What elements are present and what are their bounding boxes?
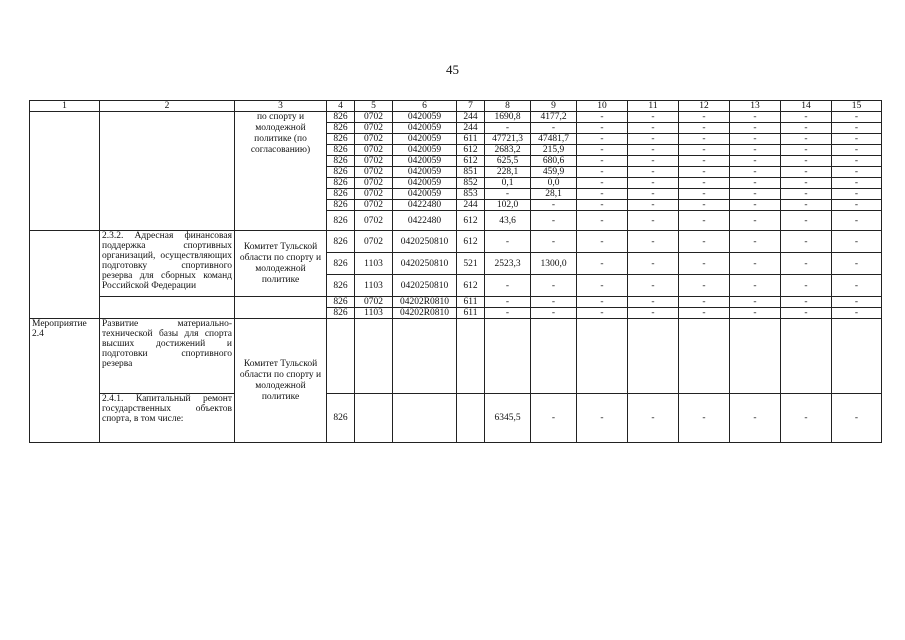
value-cell: - xyxy=(679,167,730,178)
column-header: 4 xyxy=(327,101,355,112)
value-cell: - xyxy=(730,112,781,123)
value-cell: 215,9 xyxy=(531,145,577,156)
value-cell: 0420059 xyxy=(393,178,457,189)
value-cell: 611 xyxy=(457,134,485,145)
value-cell: - xyxy=(531,394,577,443)
value-cell: 0422480 xyxy=(393,200,457,211)
value-cell: - xyxy=(781,394,832,443)
value-cell: - xyxy=(832,394,882,443)
value-cell: - xyxy=(628,145,679,156)
value-cell: - xyxy=(628,156,679,167)
value-cell: - xyxy=(730,145,781,156)
value-cell: 43,6 xyxy=(485,211,531,231)
value-cell: - xyxy=(577,189,628,200)
value-cell xyxy=(457,319,485,394)
value-cell: - xyxy=(730,253,781,275)
value-cell: 0420250810 xyxy=(393,275,457,297)
value-cell: - xyxy=(577,231,628,253)
value-cell: 0420059 xyxy=(393,134,457,145)
value-cell xyxy=(485,319,531,394)
value-cell: - xyxy=(730,308,781,319)
value-cell: 0702 xyxy=(355,200,393,211)
budget-table xyxy=(29,100,882,443)
value-cell: 0422480 xyxy=(393,211,457,231)
value-cell xyxy=(730,319,781,394)
value-cell: - xyxy=(531,297,577,308)
value-cell: - xyxy=(832,275,882,297)
value-cell: - xyxy=(628,231,679,253)
responsible-org: Комитет Тульской области по спорту и молодежной политике xyxy=(235,231,327,297)
value-cell: 228,1 xyxy=(485,167,531,178)
value-cell: 47481,7 xyxy=(531,134,577,145)
value-cell: 826 xyxy=(327,145,355,156)
value-cell: - xyxy=(577,112,628,123)
value-cell: 853 xyxy=(457,189,485,200)
value-cell: 0420059 xyxy=(393,112,457,123)
table-row xyxy=(30,319,882,394)
value-cell: - xyxy=(832,178,882,189)
column-header: 2 xyxy=(100,101,235,112)
value-cell: 0702 xyxy=(355,231,393,253)
value-cell: - xyxy=(781,275,832,297)
value-cell: - xyxy=(781,200,832,211)
value-cell: - xyxy=(730,189,781,200)
value-cell: 612 xyxy=(457,211,485,231)
value-cell: 0420250810 xyxy=(393,231,457,253)
value-cell: - xyxy=(628,297,679,308)
value-cell: 1103 xyxy=(355,253,393,275)
value-cell: 6345,5 xyxy=(485,394,531,443)
value-cell: 244 xyxy=(457,123,485,134)
value-cell: 0702 xyxy=(355,211,393,231)
value-cell: - xyxy=(628,189,679,200)
value-cell: - xyxy=(781,297,832,308)
value-cell: 0420059 xyxy=(393,156,457,167)
table-row xyxy=(30,112,882,123)
value-cell: - xyxy=(730,211,781,231)
value-cell: 0702 xyxy=(355,167,393,178)
value-cell: - xyxy=(679,200,730,211)
column-header: 10 xyxy=(577,101,628,112)
value-cell xyxy=(531,319,577,394)
value-cell: 1690,8 xyxy=(485,112,531,123)
value-cell: - xyxy=(679,123,730,134)
value-cell xyxy=(457,394,485,443)
column-header: 7 xyxy=(457,101,485,112)
value-cell: - xyxy=(628,112,679,123)
value-cell: - xyxy=(628,167,679,178)
value-cell: 826 xyxy=(327,134,355,145)
value-cell: - xyxy=(485,297,531,308)
value-cell: 28,1 xyxy=(531,189,577,200)
value-cell: 826 xyxy=(327,112,355,123)
value-cell xyxy=(393,394,457,443)
value-cell: 826 xyxy=(327,394,355,443)
value-cell: - xyxy=(577,297,628,308)
value-cell: 0702 xyxy=(355,134,393,145)
value-cell: - xyxy=(577,156,628,167)
value-cell: - xyxy=(628,200,679,211)
value-cell: 612 xyxy=(457,156,485,167)
value-cell: 826 xyxy=(327,156,355,167)
value-cell: 826 xyxy=(327,211,355,231)
value-cell: 1103 xyxy=(355,308,393,319)
value-cell: - xyxy=(832,231,882,253)
value-cell: - xyxy=(832,134,882,145)
column-header: 12 xyxy=(679,101,730,112)
column-header: 13 xyxy=(730,101,781,112)
value-cell: 0420059 xyxy=(393,167,457,178)
value-cell: - xyxy=(628,275,679,297)
value-cell: - xyxy=(679,297,730,308)
event-label-cell xyxy=(30,112,100,231)
value-cell: - xyxy=(730,134,781,145)
table-row xyxy=(30,101,882,112)
value-cell: - xyxy=(577,178,628,189)
value-cell: 826 xyxy=(327,275,355,297)
value-cell: 611 xyxy=(457,297,485,308)
column-header: 3 xyxy=(235,101,327,112)
table-row xyxy=(30,297,882,308)
column-header: 1 xyxy=(30,101,100,112)
value-cell: - xyxy=(730,200,781,211)
value-cell: 826 xyxy=(327,123,355,134)
value-cell: - xyxy=(730,275,781,297)
value-cell: - xyxy=(832,211,882,231)
value-cell: - xyxy=(485,123,531,134)
value-cell: - xyxy=(628,308,679,319)
value-cell xyxy=(832,319,882,394)
value-cell: - xyxy=(577,275,628,297)
event-label: Мероприятие 2.4 xyxy=(30,319,100,443)
value-cell: - xyxy=(832,112,882,123)
value-cell: 680,6 xyxy=(531,156,577,167)
value-cell: 0702 xyxy=(355,156,393,167)
value-cell: - xyxy=(628,178,679,189)
value-cell: - xyxy=(628,211,679,231)
value-cell xyxy=(393,319,457,394)
value-cell: - xyxy=(628,123,679,134)
value-cell: 612 xyxy=(457,275,485,297)
value-cell: - xyxy=(485,275,531,297)
value-cell: 0702 xyxy=(355,145,393,156)
value-cell: - xyxy=(485,189,531,200)
value-cell: - xyxy=(832,308,882,319)
value-cell: - xyxy=(577,211,628,231)
value-cell: - xyxy=(832,167,882,178)
column-header: 11 xyxy=(628,101,679,112)
value-cell: - xyxy=(679,112,730,123)
value-cell: - xyxy=(531,211,577,231)
value-cell: - xyxy=(781,145,832,156)
value-cell: - xyxy=(679,308,730,319)
value-cell: 2683,2 xyxy=(485,145,531,156)
value-cell xyxy=(327,319,355,394)
value-cell: - xyxy=(730,178,781,189)
value-cell: - xyxy=(679,189,730,200)
value-cell: - xyxy=(531,308,577,319)
value-cell: - xyxy=(577,200,628,211)
value-cell: - xyxy=(832,123,882,134)
column-header: 9 xyxy=(531,101,577,112)
value-cell: - xyxy=(485,308,531,319)
value-cell: 826 xyxy=(327,200,355,211)
value-cell: 826 xyxy=(327,167,355,178)
value-cell: - xyxy=(781,112,832,123)
value-cell: 0702 xyxy=(355,178,393,189)
event-title-cell xyxy=(100,297,235,319)
value-cell: - xyxy=(679,145,730,156)
value-cell: 2523,3 xyxy=(485,253,531,275)
column-header: 6 xyxy=(393,101,457,112)
value-cell: 826 xyxy=(327,231,355,253)
value-cell: 4177,2 xyxy=(531,112,577,123)
value-cell: - xyxy=(832,200,882,211)
value-cell: - xyxy=(832,189,882,200)
value-cell: - xyxy=(628,253,679,275)
responsible-org: Комитет Тульской области по спорту и молодежной политике xyxy=(235,319,327,443)
value-cell: - xyxy=(628,394,679,443)
value-cell: - xyxy=(577,145,628,156)
value-cell: - xyxy=(628,134,679,145)
value-cell: 1300,0 xyxy=(531,253,577,275)
value-cell xyxy=(355,319,393,394)
value-cell: 0420059 xyxy=(393,123,457,134)
value-cell: - xyxy=(781,211,832,231)
value-cell: - xyxy=(577,253,628,275)
value-cell xyxy=(781,319,832,394)
value-cell: - xyxy=(781,167,832,178)
value-cell: - xyxy=(485,231,531,253)
value-cell: 04202R0810 xyxy=(393,308,457,319)
responsible-org: по спорту и молодежной политике (по согласованию) xyxy=(235,112,327,231)
value-cell: 459,9 xyxy=(531,167,577,178)
value-cell: - xyxy=(679,134,730,145)
value-cell: - xyxy=(730,231,781,253)
value-cell: - xyxy=(832,156,882,167)
value-cell: 0420059 xyxy=(393,145,457,156)
value-cell: - xyxy=(577,134,628,145)
value-cell: 102,0 xyxy=(485,200,531,211)
value-cell: 826 xyxy=(327,189,355,200)
value-cell: 0,0 xyxy=(531,178,577,189)
value-cell: 0420250810 xyxy=(393,253,457,275)
value-cell: - xyxy=(679,394,730,443)
column-header: 8 xyxy=(485,101,531,112)
value-cell: 04202R0810 xyxy=(393,297,457,308)
value-cell: - xyxy=(577,167,628,178)
value-cell: - xyxy=(730,297,781,308)
value-cell: - xyxy=(679,178,730,189)
value-cell: 0420059 xyxy=(393,189,457,200)
value-cell: - xyxy=(531,275,577,297)
value-cell xyxy=(577,319,628,394)
value-cell: - xyxy=(531,231,577,253)
value-cell: - xyxy=(531,123,577,134)
value-cell: 611 xyxy=(457,308,485,319)
value-cell: 625,5 xyxy=(485,156,531,167)
value-cell: - xyxy=(577,394,628,443)
value-cell: - xyxy=(781,156,832,167)
value-cell: - xyxy=(781,134,832,145)
value-cell: 851 xyxy=(457,167,485,178)
value-cell: 0702 xyxy=(355,297,393,308)
value-cell: - xyxy=(679,156,730,167)
value-cell: - xyxy=(781,123,832,134)
value-cell: 521 xyxy=(457,253,485,275)
event-title: 2.3.2. Адресная финансовая поддержка спортивных организаций, осуществляющих подготовку спортивного резерва для сборных команд Российской Федерации xyxy=(100,231,235,297)
value-cell: - xyxy=(832,145,882,156)
column-header: 15 xyxy=(832,101,882,112)
value-cell: - xyxy=(730,123,781,134)
sub-event-title: 2.4.1. Капитальный ремонт государственных объектов спорта, в том числе: xyxy=(100,394,235,443)
value-cell: 826 xyxy=(327,178,355,189)
value-cell: 0702 xyxy=(355,112,393,123)
value-cell: - xyxy=(531,200,577,211)
value-cell: - xyxy=(679,253,730,275)
value-cell: 826 xyxy=(327,297,355,308)
value-cell: - xyxy=(781,178,832,189)
value-cell: 1103 xyxy=(355,275,393,297)
value-cell: - xyxy=(781,231,832,253)
value-cell: 612 xyxy=(457,231,485,253)
value-cell xyxy=(355,394,393,443)
value-cell: - xyxy=(781,189,832,200)
value-cell: 826 xyxy=(327,253,355,275)
responsible-org-cell xyxy=(235,297,327,319)
value-cell: 244 xyxy=(457,112,485,123)
event-label-cell xyxy=(30,231,100,319)
value-cell: 0702 xyxy=(355,189,393,200)
value-cell: - xyxy=(781,308,832,319)
value-cell: 47721,3 xyxy=(485,134,531,145)
value-cell: - xyxy=(577,123,628,134)
value-cell: - xyxy=(577,308,628,319)
value-cell xyxy=(628,319,679,394)
value-cell: - xyxy=(832,253,882,275)
value-cell: 244 xyxy=(457,200,485,211)
value-cell xyxy=(679,319,730,394)
value-cell: 612 xyxy=(457,145,485,156)
value-cell: - xyxy=(730,167,781,178)
value-cell: - xyxy=(679,275,730,297)
value-cell: - xyxy=(832,297,882,308)
value-cell: - xyxy=(781,253,832,275)
column-header: 5 xyxy=(355,101,393,112)
value-cell: 0702 xyxy=(355,123,393,134)
table-row xyxy=(30,231,882,253)
page-number: 45 xyxy=(446,62,459,77)
value-cell: - xyxy=(730,156,781,167)
value-cell: - xyxy=(730,394,781,443)
table-row xyxy=(30,394,882,443)
value-cell: 852 xyxy=(457,178,485,189)
value-cell: 0,1 xyxy=(485,178,531,189)
value-cell: - xyxy=(679,211,730,231)
event-title: Развитие материально-технической базы для спорта высших достижений и подготовки спортивного резерва xyxy=(100,319,235,394)
value-cell: - xyxy=(679,231,730,253)
event-title-cell xyxy=(100,112,235,231)
value-cell: 826 xyxy=(327,308,355,319)
column-header: 14 xyxy=(781,101,832,112)
